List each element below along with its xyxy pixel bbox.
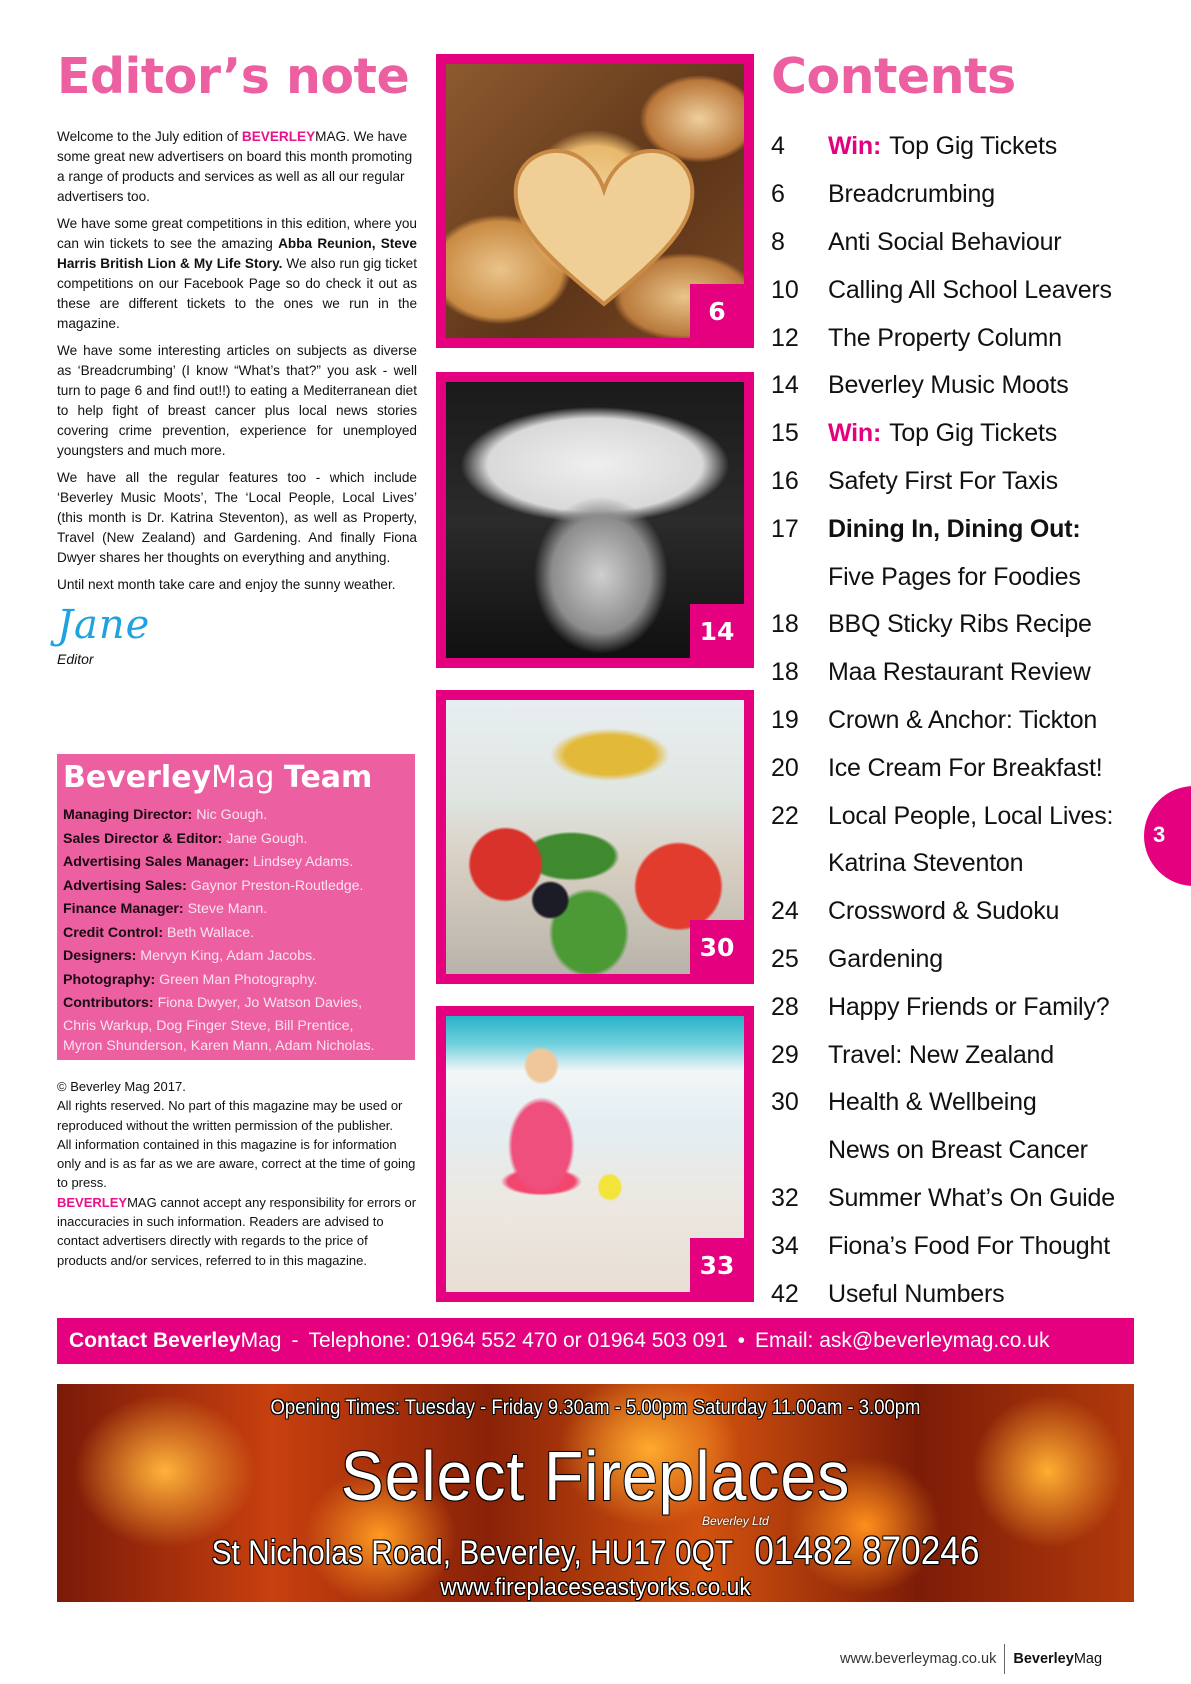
item-title: The Property Column [828,323,1062,352]
fireplaces-advert[interactable] [57,1384,1134,1602]
page-number: 19 [771,705,799,734]
p2-competitions: Abba Reunion, Steve Harris British Lion & My Life Story. [57,236,417,271]
contents-item[interactable] [771,219,1151,267]
contents-item[interactable] [771,553,1151,601]
team-role: Designers: [63,948,137,964]
team-title-team: Team [283,760,373,795]
disclaimer [57,1193,417,1270]
page-number: 8 [771,227,785,256]
contents-item[interactable] [771,649,1151,697]
contents-item[interactable] [771,697,1151,745]
team-title-beverley: Beverley [63,760,212,795]
team-row [63,851,409,875]
p2-text-cont: We also run gig ticket competitions on our Facebook Page so do check it out as these are different tickets to the ones we run in the magazine. [57,256,418,331]
page-number: 20 [771,753,799,782]
footer-url[interactable]: www.beverleymag.co.uk [840,1651,997,1667]
team-row [63,804,409,828]
editor-paragraph-4: We have all the regular features too - which include ‘Beverley Music Moots’, The ‘Local People, Local Lives’ (this month is Dr. Katrina Steventon), as well as Property, Travel (New Zealand) and Gardening. And finally Fiona Dwyer shares her thoughts on everything and anything. [57,470,417,565]
page-number-label: 3 [1153,822,1166,847]
item-title: Katrina Steventon [828,849,1024,878]
editor-paragraph-5: Until next month take care and enjoy the sunny weather. [57,577,396,592]
page-number: 16 [771,466,799,495]
page-number-tab [1144,786,1191,886]
ad-website[interactable]: www.fireplaceseastyorks.co.uk [440,1574,751,1601]
team-role: Advertising Sales Manager: [63,854,250,870]
page-badge: 14 [690,604,744,658]
team-title [63,758,409,798]
contents-section [771,40,1151,1318]
team-box [57,754,415,1060]
item-title: News on Breast Cancer [828,1136,1088,1165]
copyright: © Beverley Mag 2017. [57,1079,186,1094]
item-title [828,419,1057,448]
footer-divider [1004,1644,1005,1674]
editors-note-body [57,127,417,595]
item-title: Useful Numbers [828,1279,1005,1308]
contents-item[interactable] [771,1031,1151,1079]
item-title-text: Top Gig Tickets [889,419,1058,448]
contents-item[interactable] [771,171,1151,219]
team-names: Jane Gough. [226,830,308,847]
salad-photo [446,700,744,974]
team-role: Credit Control: [63,924,164,941]
team-row [63,875,409,899]
contact-telephone[interactable]: Telephone: 01964 552 470 or 01964 503 091 [308,1329,728,1352]
contact-email[interactable]: Email: ask@beverleymag.co.uk [755,1329,1050,1352]
contents-item[interactable] [771,410,1151,458]
item-title: Beverley Music Moots [828,371,1069,400]
woman-portrait-photo [446,382,744,658]
contents-item[interactable] [771,505,1151,553]
page-footer [840,1644,1102,1674]
item-title: Breadcrumbing [828,180,995,209]
editor-paragraph-2 [57,214,417,334]
win-label: Win: [828,419,882,448]
team-names: Fiona Dwyer, Jo Watson Davies, [157,995,363,1011]
item-title: Dining In, Dining Out: [828,514,1081,543]
team-names: Steve Mann. [187,901,268,917]
page-number: 15 [771,419,799,448]
contents-item[interactable] [771,983,1151,1031]
team-role: Sales Director & Editor: [63,830,223,847]
page-number: 25 [771,944,799,973]
brand-beverley: BEVERLEY [57,1194,128,1210]
team-row [63,945,409,969]
brand-beverley: BEVERLEY [241,129,316,144]
feature-image-card[interactable] [436,54,754,348]
page-number: 18 [771,658,799,687]
contents-list [771,123,1151,1318]
team-row [63,922,409,946]
feature-image-card[interactable] [436,372,754,668]
editor-paragraph-1 [57,127,417,207]
page-number: 17 [771,514,799,543]
page-number: 6 [771,180,785,209]
team-role: Advertising Sales: [63,877,187,894]
team-row [63,992,409,1016]
contents-item[interactable] [771,744,1151,792]
item-title: Summer What’s On Guide [828,1183,1115,1212]
contents-item[interactable] [771,792,1151,840]
page-number: 4 [771,132,785,161]
ad-address: St Nicholas Road, Beverley, HU17 0QT [211,1534,734,1572]
item-title [828,132,1057,161]
item-title: Gardening [828,944,943,973]
item-title: Local People, Local Lives: [828,801,1114,830]
p2-text: We have some great competitions in this edition, where you can win tickets to see the amazing [57,216,417,251]
disclaimer-text: cannot accept any responsibility for errors or inaccuracies in such information. Readers are advised to contact advertisers directly with regards to the price of products and/or services, referred to in this magazine. [57,1194,417,1268]
item-title: Crown & Anchor: Tickton [828,705,1098,734]
team-names: Lindsey Adams. [253,854,354,870]
beach-child-photo [446,1016,744,1292]
item-title: Maa Restaurant Review [828,658,1091,687]
team-role: Managing Director: [63,807,193,823]
contents-item[interactable] [771,1079,1151,1127]
team-row [63,898,409,922]
item-title: Happy Friends or Family? [828,992,1110,1021]
item-title: Travel: New Zealand [828,1040,1054,1069]
contact-bar [57,1318,1134,1364]
p1-text: Welcome to the July edition of [57,129,242,144]
footer-brand-regular: Mag [1073,1651,1103,1667]
page-number: 32 [771,1183,799,1212]
page-number: 24 [771,897,799,926]
contributors-cont-2: Myron Shunderson, Karen Mann, Adam Nicholas. [63,1037,375,1054]
contents-item[interactable] [771,888,1151,936]
p1-text-cont: We have some great new advertisers on board this month promoting a range of products and services as well as all our regular advertisers too. [57,129,413,204]
feature-image-card[interactable] [436,1006,754,1302]
contents-item[interactable] [771,840,1151,888]
heart-icon [504,134,704,314]
team-row [63,828,409,852]
item-title: Fiona’s Food For Thought [828,1231,1110,1260]
team-list [63,804,409,1056]
contact-label-mag: Mag [240,1329,282,1352]
footer-brand-bold: Beverley [1013,1651,1074,1667]
page-number: 29 [771,1040,799,1069]
contents-item[interactable] [771,1127,1151,1175]
item-title: BBQ Sticky Ribs Recipe [828,610,1092,639]
item-title: Five Pages for Foodies [828,562,1081,591]
footer-brand [1013,1651,1102,1667]
page-number: 12 [771,323,799,352]
page-number: 28 [771,992,799,1021]
page-number: 10 [771,275,799,304]
team-names: Beth Wallace. [167,924,255,941]
item-title: Ice Cream For Breakfast! [828,753,1103,782]
ad-address-line [122,1529,1070,1574]
editor-signature: Jane [57,602,151,648]
contents-item[interactable] [771,362,1151,410]
page-badge: 6 [690,284,744,338]
ad-opening-times: Opening Times: Tuesday - Friday 9.30am - 5.00pm Saturday 11.00am - 3.00pm [270,1396,921,1419]
contents-item[interactable] [771,266,1151,314]
legal-notice [57,1077,417,1270]
ad-ltd: Beverley Ltd [702,1514,769,1528]
brand-mag: MAG. [315,129,350,144]
contents-item[interactable] [771,314,1151,362]
item-title: Crossword & Sudoku [828,897,1060,926]
contents-title: Contents [771,48,1016,105]
contents-item[interactable] [771,1270,1151,1318]
contents-item[interactable] [771,936,1151,984]
item-title: Anti Social Behaviour [828,227,1062,256]
ad-business-name: Select Fireplaces [340,1437,851,1515]
page-number: 18 [771,610,799,639]
contents-item[interactable] [771,601,1151,649]
item-title: Calling All School Leavers [828,275,1112,304]
item-title-text: Top Gig Tickets [889,132,1058,161]
team-role: Contributors: [63,995,154,1011]
contributors-cont-1: Chris Warkup, Dog Finger Steve, Bill Prentice, [63,1017,354,1034]
contents-item[interactable] [771,1175,1151,1223]
bullet-icon: • [737,1329,746,1352]
team-names: Mervyn King, Adam Jacobs. [140,948,317,964]
item-title: Safety First For Taxis [828,466,1058,495]
contents-item[interactable] [771,1222,1151,1270]
contents-item[interactable] [771,458,1151,506]
team-names: Gaynor Preston-Routledge. [190,877,364,894]
editor-paragraph-3: We have some interesting articles on subjects as diverse as ‘Breadcrumbing’ (I know “What’s that?” you ask - well turn to page 6 and find out!!) to eating a Mediterranean diet to help fight of breast cancer plus local news stories covering crime prevention, experience for unemployed youngsters and much more. [57,343,417,458]
editors-note-section [57,40,417,667]
ad-phone: 01482 870246 [754,1529,980,1573]
editor-role: Editor [57,651,94,667]
team-names: Green Man Photography. [159,971,318,988]
team-names: Nic Gough. [196,807,268,823]
info-text: All information contained in this magazine is for information only and is as far as we are aware, correct at the time of going to press. [57,1136,416,1191]
item-title: Health & Wellbeing [828,1088,1037,1117]
team-title-mag: Mag [211,760,275,795]
page-number: 34 [771,1231,799,1260]
win-label: Win: [828,132,882,161]
page-number: 22 [771,801,799,830]
page-badge: 30 [690,920,744,974]
rights-text: All rights reserved. No part of this magazine may be used or reproduced without the written permission of the publisher. [57,1098,403,1133]
team-role: Finance Manager: [63,901,184,917]
contents-item[interactable] [771,123,1151,171]
editors-note-title: Editor’s note [57,48,410,105]
feature-image-card[interactable] [436,690,754,984]
contact-dash: - [291,1329,299,1352]
contact-label-bold: Contact Beverley [69,1329,241,1352]
page-number: 14 [771,371,799,400]
page-number: 30 [771,1088,799,1117]
page-badge: 33 [690,1238,744,1292]
brand-mag: MAG [127,1194,157,1210]
page-number: 42 [771,1279,799,1308]
team-row [63,969,409,993]
team-role: Photography: [63,971,156,988]
toast-heart-photo [446,64,744,338]
